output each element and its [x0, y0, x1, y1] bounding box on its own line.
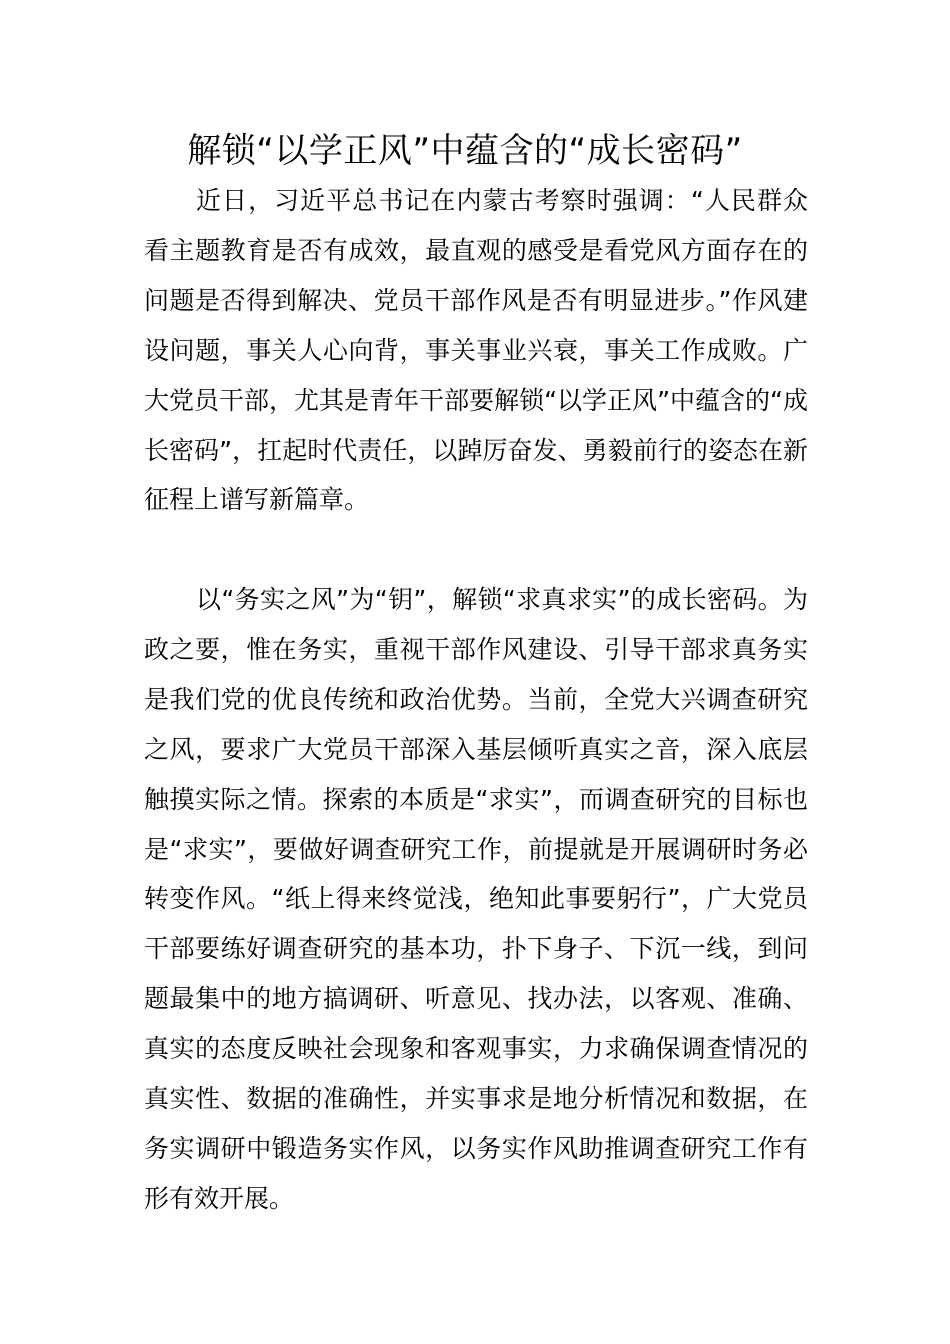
paragraph-intro: 近日，习近平总书记在内蒙古考察时强调：“人民群众看主题教育是否有成效，最直观的感受是看党风方面存在的问题是否得到解决、党员干部作风是否有明显进步。”作风建设问题，事关人心向背，事关事业兴衰，事关工作成败。广大党员干部，尤其是青年干部要解锁“以学正风”中蕴含的“成长密码”，扛起时代责任，以踔厉奋发、勇毅前行的姿态在新征程上谱写新篇章。: [144, 186, 808, 515]
paragraph-pragmatic-style: 以“务实之风”为“钥”，解锁“求真求实”的成长密码。为政之要，惟在务实，重视干部作风建设、引导干部求真务实是我们党的优良传统和政治优势。当前，全党大兴调查研究之风，要求广大党员干部深入基层倾听真实之音，深入底层触摸实际之情。探索的本质是“求实”，而调查研究的目标也是“求实”，要做好调查研究工作，前提就是开展调研时务必转变作风。“纸上得来终觉浅，绝知此事要躬行”，广大党员干部要练好调查研究的基本功，扑下身子、下沉一线，到问题最集中的地方搞调研、听意见、找办法，以客观、准确、真实的态度反映社会现象和客观事实，力求确保调查情况的真实性、数据的准确性，并实事求是地分析情况和数据，在务实调研中锻造务实作风，以务实作风助推调查研究工作有形有效开展。: [144, 585, 808, 1213]
document-title: 解锁“以学正风”中蕴含的“成长密码”: [187, 131, 743, 171]
